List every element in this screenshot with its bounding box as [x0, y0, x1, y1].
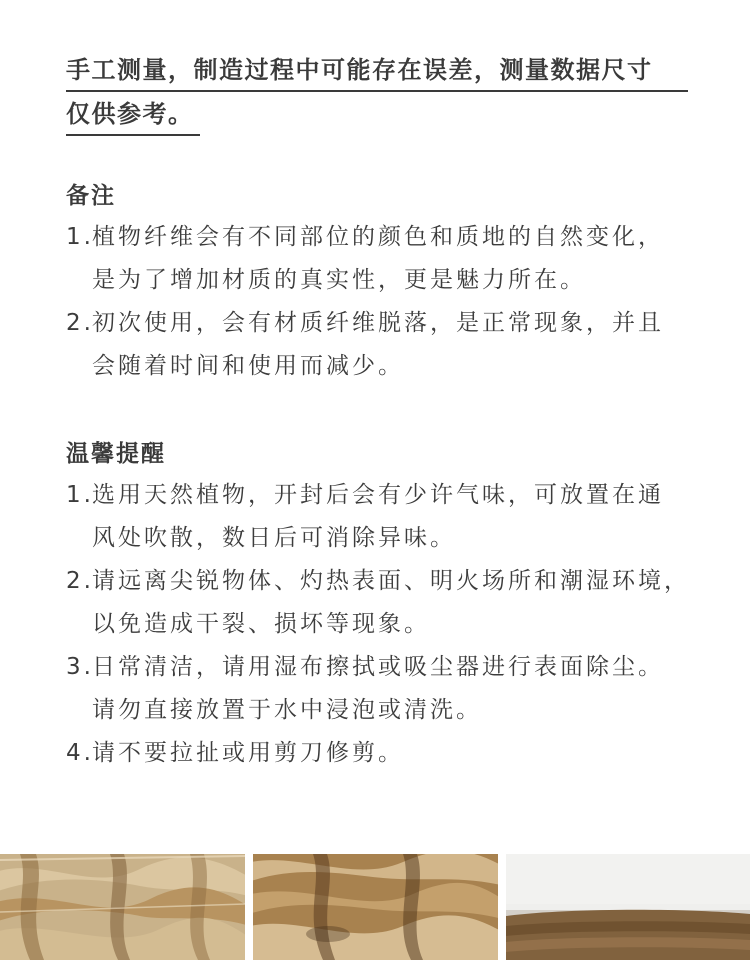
notes-item-text: 会随着时间和使用而减少。 — [92, 353, 404, 379]
tips-title: 温馨提醒 — [66, 441, 166, 467]
tips-item-number: 4. — [66, 740, 94, 766]
tips-section — [66, 434, 706, 775]
woven-straw-image-1 — [0, 854, 245, 960]
disclaimer-line-2: 仅供参考。 — [66, 92, 200, 136]
notes-item-number: 2. — [66, 310, 94, 336]
tips-item-3 — [66, 646, 706, 732]
woven-basket-image-3 — [506, 854, 750, 960]
tips-item-text: 请勿直接放置于水中浸泡或清洗。 — [92, 697, 482, 723]
notes-item-number: 1. — [66, 224, 94, 250]
tips-item-2 — [66, 560, 706, 646]
disclaimer-line-1: 手工测量，制造过程中可能存在误差，测量数据尺寸 — [66, 48, 688, 92]
tips-item-text: 选用天然植物，开封后会有少许气味，可放置在通 — [92, 482, 664, 508]
notes-section — [66, 176, 706, 388]
notes-item-text: 初次使用，会有材质纤维脱落，是正常现象，并且 — [92, 310, 664, 336]
tips-item-number: 3. — [66, 654, 94, 680]
tips-item-1 — [66, 474, 706, 560]
material-photo-strip — [0, 854, 750, 960]
tips-item-text: 风处吹散，数日后可消除异味。 — [92, 525, 456, 551]
woven-straw-photo-2 — [253, 854, 498, 960]
notes-item-1 — [66, 216, 706, 302]
notes-item-text: 植物纤维会有不同部位的颜色和质地的自然变化， — [92, 224, 664, 250]
notes-item-2 — [66, 302, 706, 388]
tips-item-text: 请不要拉扯或用剪刀修剪。 — [92, 740, 404, 766]
notes-title: 备注 — [66, 183, 116, 209]
tips-item-text: 日常清洁，请用湿布擦拭或吸尘器进行表面除尘。 — [92, 654, 664, 680]
tips-item-4 — [66, 732, 706, 775]
tips-item-number: 2. — [66, 568, 94, 594]
tips-item-text: 请远离尖锐物体、灼热表面、明火场所和潮湿环境， — [92, 568, 690, 594]
tips-item-text: 以免造成干裂、损坏等现象。 — [92, 611, 430, 637]
tips-item-number: 1. — [66, 482, 94, 508]
measurement-disclaimer — [66, 48, 706, 136]
woven-basket-photo-3 — [506, 854, 750, 960]
woven-straw-photo-1 — [0, 854, 245, 960]
notes-item-text: 是为了增加材质的真实性，更是魅力所在。 — [92, 267, 586, 293]
woven-straw-image-2 — [253, 854, 498, 960]
